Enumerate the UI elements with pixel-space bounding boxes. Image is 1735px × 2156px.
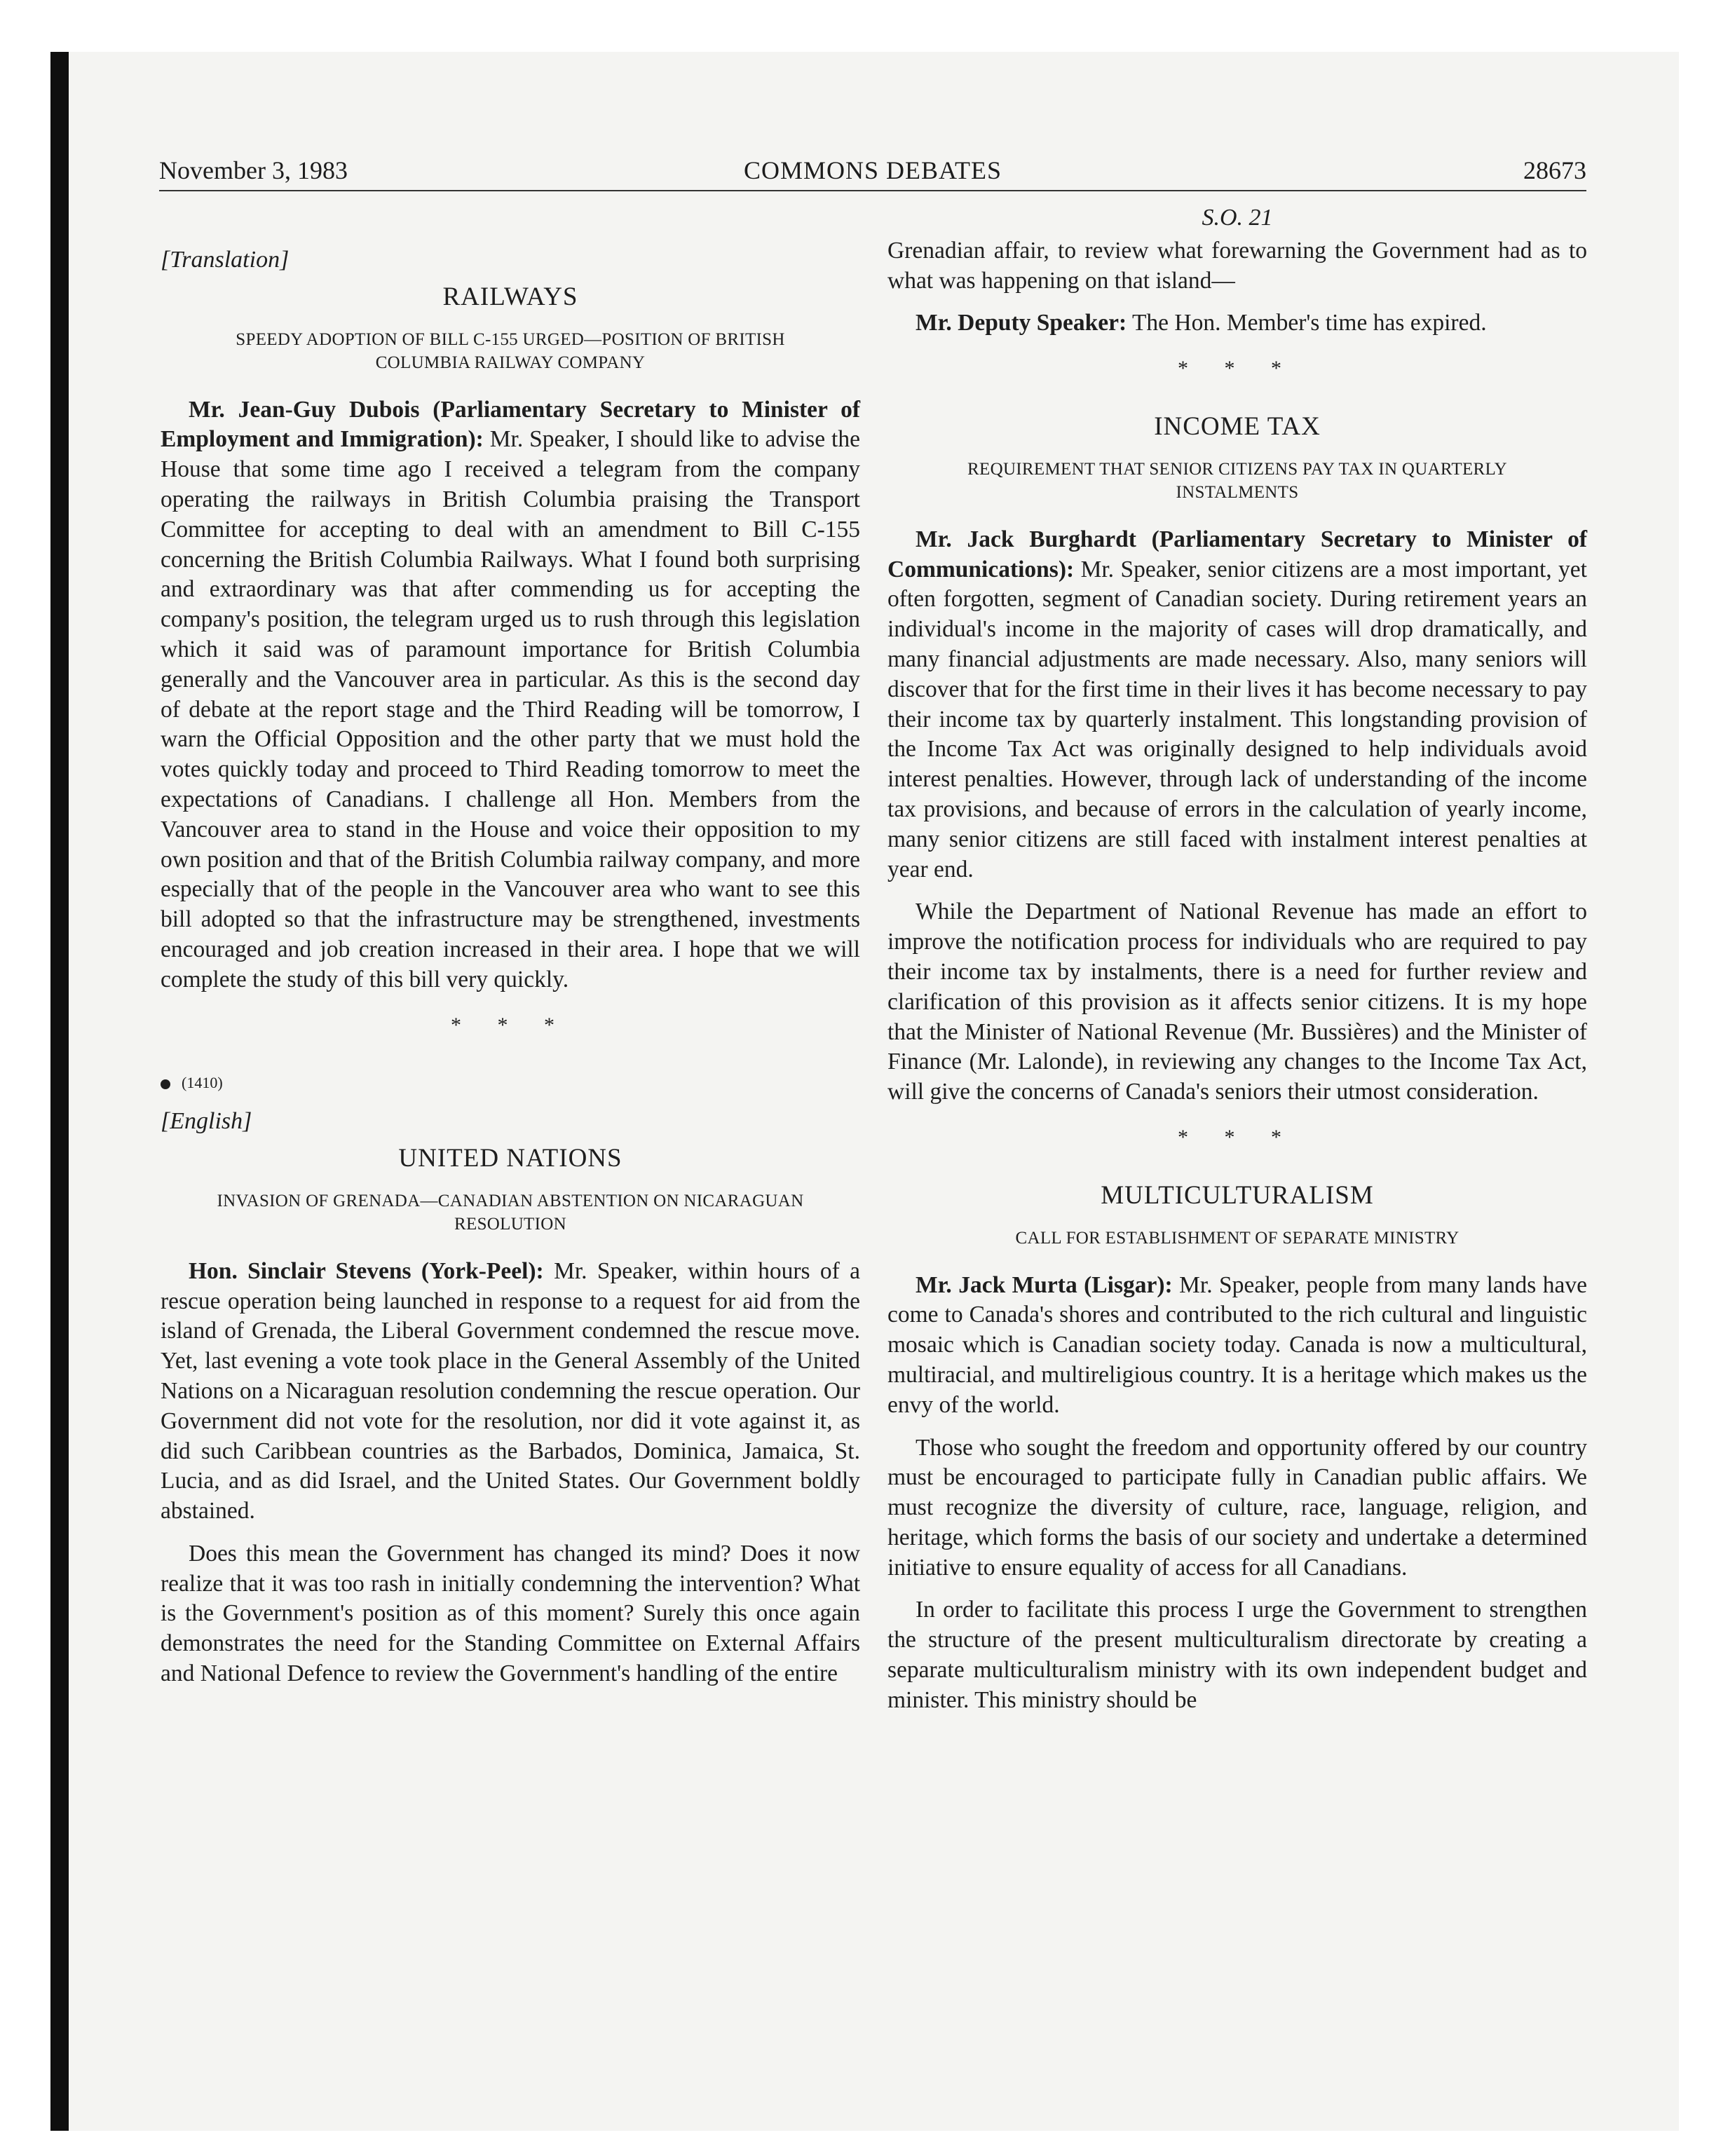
- speech-stevens: [161, 1257, 860, 1527]
- speech-murta: [887, 1271, 1587, 1421]
- speaker-name: Hon. Sinclair Stevens (York-Peel):: [189, 1257, 544, 1284]
- speech-text: The Hon. Member's time has expired.: [1131, 310, 1487, 336]
- speech-murta-para2: Those who sought the freedom and opportunity offered by our country must be encouraged to participate fully in Canadian public affairs. We must recognize the diversity of culture, race, language, religion, and heritage, which forms the basis of our society and undertake a determined initiative to ensure equality of access for all Canadians.: [887, 1434, 1587, 1581]
- left-column: [161, 245, 860, 1689]
- speaker-name: Mr. Jack Murta (Lisgar):: [916, 1271, 1173, 1298]
- page-number: 28673: [1523, 156, 1586, 184]
- right-column: [887, 203, 1587, 1716]
- speech-murta-para3: In order to facilitate this process I urge the Government to strengthen the structure of the present multiculturalism directorate by creating a separate multiculturalism ministry with its own independent budget and minister. This ministry should be: [887, 1597, 1587, 1713]
- bullet-icon: [161, 1079, 170, 1089]
- translation-note: [Translation]: [161, 247, 290, 273]
- subheading-railways: SPEEDY ADOPTION OF BILL C-155 URGED—POSITION OF BRITISH COLUMBIA RAILWAY COMPANY: [236, 329, 785, 372]
- subheading-united-nations: INVASION OF GRENADA—CANADIAN ABSTENTION ON NICARAGUAN RESOLUTION: [217, 1191, 804, 1234]
- scan-edge: [50, 52, 69, 2131]
- section-heading-united-nations: UNITED NATIONS: [398, 1143, 622, 1173]
- subheading-income-tax: REQUIREMENT THAT SENIOR CITIZENS PAY TAX IN QUARTERLY INSTALMENTS: [967, 459, 1507, 502]
- running-head: [159, 156, 1586, 191]
- section-heading-multiculturalism: MULTICULTURALISM: [1101, 1180, 1374, 1210]
- section-separator: * * *: [1178, 357, 1297, 381]
- continuation-text: Grenadian affair, to review what forewarning the Government had as to what was happening on that island—: [887, 237, 1587, 294]
- speaker-name: Mr. Jack Burghardt (Parliamentary Secretary to Minister of Communications):: [887, 526, 1587, 582]
- speech-text: Mr. Speaker, people from many lands have come to Canada's shores and contributed to the rich cultural and linguistic mosaic which is Canadian society today. Canada is now a multicultural, multiracial, and multireligious country. It is a heritage which makes us the envy of the world.: [887, 1271, 1588, 1418]
- subheading-multiculturalism: CALL FOR ESTABLISHMENT OF SEPARATE MINISTRY: [1015, 1228, 1460, 1248]
- speaker-name: Mr. Deputy Speaker:: [916, 310, 1127, 336]
- speaker-name: Mr. Jean-Guy Dubois (Parliamentary Secretary to Minister of Employment and Immigration):: [161, 396, 860, 453]
- section-separator: * * *: [451, 1013, 570, 1037]
- page-date: November 3, 1983: [159, 156, 348, 184]
- speech-text: Mr. Speaker, within hours of a rescue operation being launched in response to a request for aid from the island of Grenada, the Liberal Government condemned the rescue move. Yet, last evening a vote took place in the General Assembly of the United Nations on a Nicaraguan resolution condemning the rescue operation. Our Government did not vote for the resolution, nor did it vote against it, as did such Caribbean countries as the Barbados, Dominica, Jamaica, St. Lucia, and as did Israel, and the United States. Our Government boldly abstained.: [161, 1257, 861, 1524]
- section-heading-income-tax: INCOME TAX: [1154, 411, 1321, 441]
- deputy-speaker-remark: [887, 308, 1587, 339]
- header-rule: [159, 190, 1586, 191]
- speech-dubois: [161, 395, 860, 995]
- section-heading-railways: RAILWAYS: [442, 282, 578, 311]
- publication-title: COMMONS DEBATES: [743, 156, 1002, 184]
- speech-text: Mr. Speaker, I should like to advise the House that some time ago I received a telegram from the company operating the railways in British Columbia praising the Transport Committee for accepting to deal with an amendment to Bill C-155 concerning the British Columbia Railways. What I found both surprising and extraordinary was that after commending us for accepting the company's position, the telegram urged us to rush through this legislation which it said was of paramount importance for British Columbia generally and the Vancouver area in particular. As this is the second day of debate at the report stage and the Third Reading will be tomorrow, I warn the Official Opposition and the other party that we must hold the votes quickly today and proceed to Third Reading tomorrow to meet the expectations of Canadians. I challenge all Hon. Members from the Vancouver area to stand in the House and voice their opposition to my own position and that of the British Columbia railway company, and more especially that of the people in the Vancouver area who want to see this bill adopted so that the infrastructure may be strengthened, investments encouraged and job creation increased in their area. I hope that we will complete the study of this bill very quickly.: [161, 426, 860, 992]
- speech-burghardt-para2: While the Department of National Revenue has made an effort to improve the notification process for individuals who are required to pay their income tax by instalments, there is a need for further review and clarification of this provision as it affects senior citizens. It is my hope that the Minister of National Revenue (Mr. Bussières) and the Minister of Finance (Mr. Lalonde), in reviewing any changes to the Income Tax Act, will give the concerns of Canada's seniors their utmost consideration.: [887, 899, 1587, 1105]
- speech-text: Mr. Speaker, senior citizens are a most important, yet often forgotten, segment of Canadian society. During retirement years an individual's income in the majority of cases will drop dramatically, and many financial adjustments are made necessary. Also, many seniors will discover that for the first time in their lives it has become necessary to pay their income tax by quarterly instalment. This longstanding provision of the Income Tax Act was originally designed to help individuals avoid interest penalties. However, through lack of understanding of the income tax provisions, and because of errors in the calculation of yearly income, many senior citizens are still faced with instalment interest penalties at year end.: [887, 556, 1587, 882]
- standing-order-label: S.O. 21: [1202, 205, 1273, 231]
- english-note: [English]: [161, 1108, 252, 1135]
- speech-burghardt: [887, 525, 1587, 885]
- section-separator: * * *: [1178, 1125, 1297, 1149]
- time-marker: [161, 1068, 860, 1098]
- time-marker-label: (1410): [182, 1074, 223, 1092]
- speech-stevens-para2: Does this mean the Government has changed its mind? Does it now realize that it was too rash in initially condemning the intervention? What is the Government's position as of this moment? Surely this once again demonstrates the need for the Standing Committee on External Affairs and National Defence to review the Government's handling of the entire: [161, 1540, 860, 1687]
